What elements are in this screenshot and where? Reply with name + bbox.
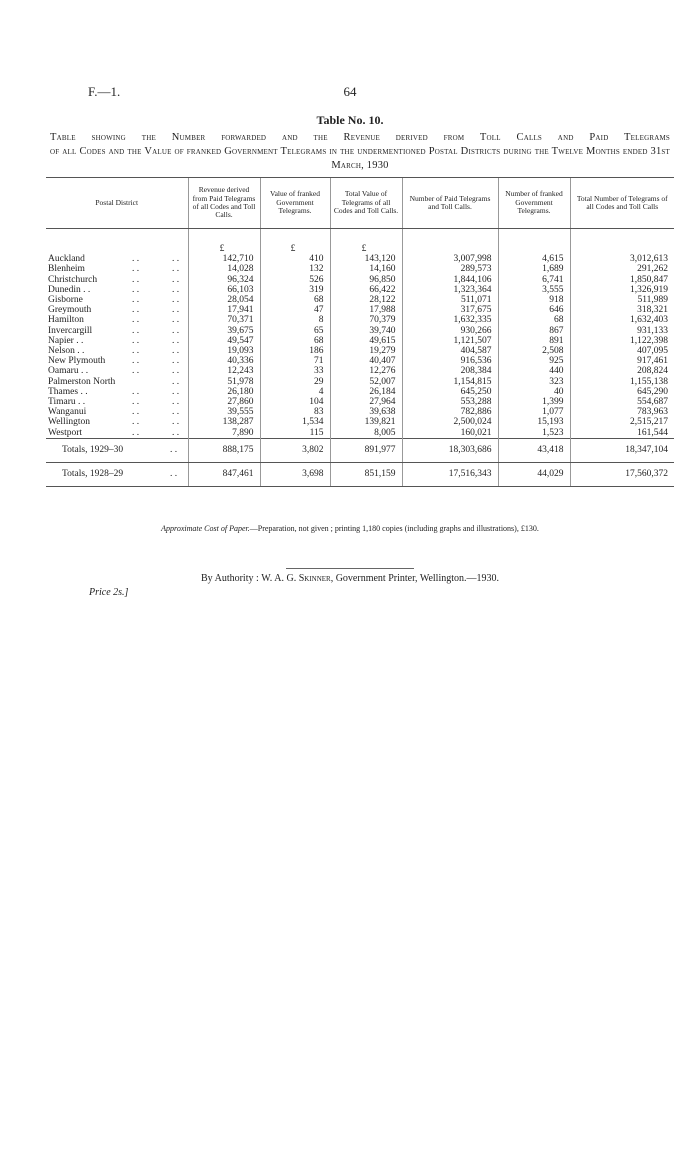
cell-total-number: 917,461 [570, 356, 674, 366]
cell-franked-number: 40 [498, 387, 570, 397]
dot-leader: . . [172, 274, 180, 285]
col-header-revenue: Revenue derived from Paid Telegrams of all Codes and Toll Calls. [188, 178, 260, 229]
district-cell [46, 264, 188, 274]
cell-revenue: 39,675 [188, 326, 260, 336]
cell-franked-value: 115 [260, 428, 330, 439]
totals-label-cell [46, 438, 188, 462]
district-name: Gisborne [48, 295, 83, 306]
district-cell [46, 377, 188, 387]
col-header-total-value: Total Value of Telegrams of all Codes and Toll Calls. [330, 178, 402, 229]
cell-revenue: 66,103 [188, 285, 260, 295]
district-cell [46, 336, 188, 346]
cell-franked-number: 323 [498, 377, 570, 387]
dot-leader: . . [132, 346, 140, 357]
dot-leader: . . [132, 264, 140, 275]
cost-note-label: Approximate Cost of Paper. [161, 524, 250, 533]
district-cell [46, 315, 188, 325]
table-body [46, 229, 674, 487]
district-name: Timaru . . [48, 397, 86, 408]
district-name: Westport [48, 427, 83, 438]
cell-total-number: 161,544 [570, 428, 674, 439]
dot-leader: . . [172, 356, 180, 367]
cell-paid-number: 404,587 [402, 346, 498, 356]
cell-total-number: 511,989 [570, 295, 674, 305]
dot-leader: . . [172, 366, 180, 377]
district-cell [46, 326, 188, 336]
cell-total-value: 17,988 [330, 305, 402, 315]
dot-leader: . . [172, 295, 180, 306]
cell-revenue: 96,324 [188, 275, 260, 285]
cell-total-number: 1,632,403 [570, 315, 674, 325]
table-row [46, 417, 674, 427]
dot-leader: . . [132, 366, 140, 377]
dot-leader: . . [132, 274, 140, 285]
currency-spacer [570, 229, 674, 255]
cell-total-number: 931,133 [570, 326, 674, 336]
table-row [46, 407, 674, 417]
district-name: Thames . . [48, 386, 88, 397]
total-franked-number: 43,418 [498, 438, 570, 462]
cell-franked-value: 68 [260, 336, 330, 346]
document-reference: F.—1. [88, 84, 121, 99]
totals-label: Totals, 1929–30 [62, 444, 124, 455]
cell-revenue: 26,180 [188, 387, 260, 397]
header-row [46, 178, 674, 229]
cell-total-number: 1,122,398 [570, 336, 674, 346]
totals-row [46, 438, 674, 462]
col-header-paid-number: Number of Paid Telegrams and Toll Calls. [402, 178, 498, 229]
cell-paid-number: 289,573 [402, 264, 498, 274]
cell-total-number: 783,963 [570, 407, 674, 417]
cell-franked-value: 104 [260, 397, 330, 407]
dot-leader: . . [172, 376, 180, 387]
dot-leader: . . [132, 407, 140, 418]
cell-total-value: 70,379 [330, 315, 402, 325]
col-header-franked-number: Number of franked Government Telegrams. [498, 178, 570, 229]
cost-note [0, 524, 700, 533]
cell-total-number: 318,321 [570, 305, 674, 315]
cell-revenue: 27,860 [188, 397, 260, 407]
cell-paid-number: 1,323,364 [402, 285, 498, 295]
total-paid-number: 18,303,686 [402, 438, 498, 462]
dot-leader: . . [132, 295, 140, 306]
dot-leader: . . [172, 397, 180, 408]
cell-revenue: 28,054 [188, 295, 260, 305]
district-name: Greymouth [48, 305, 92, 316]
district-cell [46, 417, 188, 427]
cell-paid-number: 782,886 [402, 407, 498, 417]
totals-label: Totals, 1928–29 [62, 469, 124, 480]
district-name: Christchurch [48, 274, 98, 285]
cell-franked-number: 867 [498, 326, 570, 336]
cell-franked-value: 410 [260, 254, 330, 264]
dot-leader: . . [172, 417, 180, 428]
cell-franked-value: 71 [260, 356, 330, 366]
dot-leader: . . [172, 335, 180, 346]
cell-total-value: 28,122 [330, 295, 402, 305]
cell-total-value: 8,005 [330, 428, 402, 439]
cell-total-value: 139,821 [330, 417, 402, 427]
cell-total-value: 39,740 [330, 326, 402, 336]
col-header-district: Postal District [46, 178, 188, 229]
district-name: Dunedin . . [48, 284, 91, 295]
district-cell [46, 366, 188, 376]
total-total-value: 891,977 [330, 438, 402, 462]
district-cell [46, 346, 188, 356]
district-cell [46, 275, 188, 285]
cell-franked-value: 186 [260, 346, 330, 356]
dot-leader: . . [132, 305, 140, 316]
cell-total-value: 12,276 [330, 366, 402, 376]
currency-spacer [498, 229, 570, 255]
cell-total-number: 3,012,613 [570, 254, 674, 264]
table-row [46, 336, 674, 346]
table-row [46, 315, 674, 325]
total-franked-value: 3,698 [260, 463, 330, 487]
dot-leader: . . [132, 427, 140, 438]
cell-franked-number: 440 [498, 366, 570, 376]
cell-total-value: 14,160 [330, 264, 402, 274]
district-cell [46, 295, 188, 305]
cell-franked-value: 132 [260, 264, 330, 274]
cell-franked-number: 68 [498, 315, 570, 325]
district-cell [46, 387, 188, 397]
cell-total-number: 407,095 [570, 346, 674, 356]
dot-leader: . . [172, 254, 180, 265]
table-row [46, 305, 674, 315]
currency-row [46, 229, 674, 255]
total-revenue: 888,175 [188, 438, 260, 462]
cell-total-number: 208,824 [570, 366, 674, 376]
dot-leader: . . [170, 444, 178, 455]
imprint-suffix: , Government Printer, Wellington.—1930. [330, 573, 500, 584]
cell-franked-value: 68 [260, 295, 330, 305]
cell-total-number: 2,515,217 [570, 417, 674, 427]
district-name: Napier . . [48, 335, 84, 346]
cell-franked-value: 65 [260, 326, 330, 336]
table-caption [50, 131, 670, 173]
dot-leader: . . [172, 305, 180, 316]
cell-total-number: 554,687 [570, 397, 674, 407]
dot-leader: . . [172, 386, 180, 397]
cell-franked-value: 8 [260, 315, 330, 325]
district-cell [46, 305, 188, 315]
currency-symbol: £ [330, 229, 402, 255]
cell-franked-value: 47 [260, 305, 330, 315]
dot-leader: . . [132, 284, 140, 295]
district-name: Oamaru . . [48, 366, 89, 377]
total-total-number: 17,560,372 [570, 463, 674, 487]
district-name: Palmerston North [48, 376, 116, 387]
district-cell [46, 356, 188, 366]
cell-revenue: 12,243 [188, 366, 260, 376]
imprint-name: W. A. G. Skinner [261, 573, 331, 584]
dot-leader: . . [132, 397, 140, 408]
currency-symbol: £ [188, 229, 260, 255]
cell-franked-number: 3,555 [498, 285, 570, 295]
cell-total-value: 52,007 [330, 377, 402, 387]
table-row [46, 377, 674, 387]
dot-leader: . . [132, 335, 140, 346]
caption-line-rest: of all Codes and the Value of franked Government Telegrams in the undermentioned Postal Districts during the Twelve Months ended 31st March, 1930 [50, 146, 670, 171]
cell-paid-number: 2,500,024 [402, 417, 498, 427]
district-name: New Plymouth [48, 356, 106, 367]
currency-spacer [402, 229, 498, 255]
total-total-number: 18,347,104 [570, 438, 674, 462]
cell-franked-value: 29 [260, 377, 330, 387]
district-name: Nelson . . [48, 346, 85, 357]
district-cell [46, 428, 188, 439]
cell-franked-value: 526 [260, 275, 330, 285]
cell-total-value: 96,850 [330, 275, 402, 285]
printer-imprint [0, 573, 700, 584]
cell-paid-number: 916,536 [402, 356, 498, 366]
cell-franked-value: 1,534 [260, 417, 330, 427]
col-header-total-number: Total Number of Telegrams of all Codes and Toll Calls [570, 178, 674, 229]
district-name: Wanganui [48, 407, 87, 418]
cell-total-value: 40,407 [330, 356, 402, 366]
cell-franked-number: 2,508 [498, 346, 570, 356]
total-total-value: 851,159 [330, 463, 402, 487]
dot-leader: . . [132, 356, 140, 367]
dot-leader: . . [172, 407, 180, 418]
cell-paid-number: 1,844,106 [402, 275, 498, 285]
imprint-prefix: By Authority : [200, 573, 259, 584]
table-row [46, 326, 674, 336]
table-row [46, 397, 674, 407]
cell-franked-value: 319 [260, 285, 330, 295]
cell-revenue: 142,710 [188, 254, 260, 264]
cell-franked-value: 4 [260, 387, 330, 397]
page-number: 64 [343, 84, 357, 99]
cell-franked-value: 33 [260, 366, 330, 376]
dot-leader: . . [172, 264, 180, 275]
cell-franked-number: 1,399 [498, 397, 570, 407]
district-name: Hamilton [48, 315, 84, 326]
cell-franked-number: 15,193 [498, 417, 570, 427]
district-cell [46, 254, 188, 264]
cell-total-number: 1,326,919 [570, 285, 674, 295]
cell-franked-number: 646 [498, 305, 570, 315]
cell-revenue: 40,336 [188, 356, 260, 366]
table-row [46, 285, 674, 295]
cell-paid-number: 3,007,998 [402, 254, 498, 264]
dot-leader: . . [172, 325, 180, 336]
dot-leader: . . [132, 254, 140, 265]
cell-total-number: 645,290 [570, 387, 674, 397]
price-label: Price 2s.] [89, 587, 129, 598]
cell-franked-number: 1,689 [498, 264, 570, 274]
cell-revenue: 138,287 [188, 417, 260, 427]
district-name: Wellington [48, 417, 90, 428]
table-row [46, 387, 674, 397]
caption-line-1: Table showing the Number forwarded and the Revenue derived from Toll Calls and Paid Telegrams [50, 132, 670, 143]
cell-total-value: 49,615 [330, 336, 402, 346]
cell-paid-number: 1,632,335 [402, 315, 498, 325]
currency-symbol: £ [260, 229, 330, 255]
cell-total-value: 27,964 [330, 397, 402, 407]
cell-revenue: 7,890 [188, 428, 260, 439]
total-franked-value: 3,802 [260, 438, 330, 462]
cell-franked-number: 4,615 [498, 254, 570, 264]
dot-leader: . . [132, 315, 140, 326]
cell-total-value: 19,279 [330, 346, 402, 356]
cell-franked-number: 1,523 [498, 428, 570, 439]
currency-spacer [46, 229, 188, 255]
total-franked-number: 44,029 [498, 463, 570, 487]
cell-paid-number: 930,266 [402, 326, 498, 336]
dot-leader: . . [172, 284, 180, 295]
cell-paid-number: 317,675 [402, 305, 498, 315]
district-name: Blenheim [48, 264, 85, 275]
district-cell [46, 397, 188, 407]
dot-leader: . . [132, 417, 140, 428]
divider [286, 568, 414, 569]
dot-leader: . . [172, 315, 180, 326]
cell-total-number: 291,262 [570, 264, 674, 274]
district-name: Invercargill [48, 325, 93, 336]
totals-label-cell [46, 463, 188, 487]
cell-paid-number: 208,384 [402, 366, 498, 376]
cell-total-number: 1,155,138 [570, 377, 674, 387]
district-cell [46, 285, 188, 295]
table-row [46, 346, 674, 356]
total-paid-number: 17,516,343 [402, 463, 498, 487]
cell-revenue: 39,555 [188, 407, 260, 417]
cell-franked-number: 6,741 [498, 275, 570, 285]
cell-revenue: 19,093 [188, 346, 260, 356]
cell-paid-number: 1,154,815 [402, 377, 498, 387]
cell-total-value: 26,184 [330, 387, 402, 397]
table-row [46, 366, 674, 376]
table-row [46, 275, 674, 285]
table-title: Table No. 10. [316, 113, 384, 127]
dot-leader: . . [132, 325, 140, 336]
dot-leader: . . [132, 386, 140, 397]
table-row [46, 264, 674, 274]
cell-paid-number: 645,250 [402, 387, 498, 397]
cell-paid-number: 160,021 [402, 428, 498, 439]
totals-row [46, 463, 674, 487]
cell-franked-number: 891 [498, 336, 570, 346]
table-row [46, 428, 674, 439]
table-row [46, 295, 674, 305]
district-cell [46, 407, 188, 417]
cell-paid-number: 511,071 [402, 295, 498, 305]
cell-franked-number: 1,077 [498, 407, 570, 417]
cell-total-value: 66,422 [330, 285, 402, 295]
cell-paid-number: 553,288 [402, 397, 498, 407]
table-row [46, 356, 674, 366]
cell-revenue: 17,941 [188, 305, 260, 315]
col-header-franked-value: Value of franked Government Telegrams. [260, 178, 330, 229]
cell-revenue: 14,028 [188, 264, 260, 274]
cell-revenue: 49,547 [188, 336, 260, 346]
dot-leader: . . [172, 346, 180, 357]
cell-total-value: 143,120 [330, 254, 402, 264]
cell-paid-number: 1,121,507 [402, 336, 498, 346]
statistics-table [46, 177, 674, 487]
cell-franked-number: 925 [498, 356, 570, 366]
cell-total-number: 1,850,847 [570, 275, 674, 285]
cell-revenue: 51,978 [188, 377, 260, 387]
cell-revenue: 70,371 [188, 315, 260, 325]
table-row [46, 254, 674, 264]
dot-leader: . . [172, 427, 180, 438]
cell-franked-number: 918 [498, 295, 570, 305]
cell-total-value: 39,638 [330, 407, 402, 417]
total-revenue: 847,461 [188, 463, 260, 487]
dot-leader: . . [170, 469, 178, 480]
cell-franked-value: 83 [260, 407, 330, 417]
district-name: Auckland [48, 254, 85, 265]
cost-note-text: —Preparation, not given ; printing 1,180 copies (including graphs and illustrations), £130. [249, 524, 539, 533]
